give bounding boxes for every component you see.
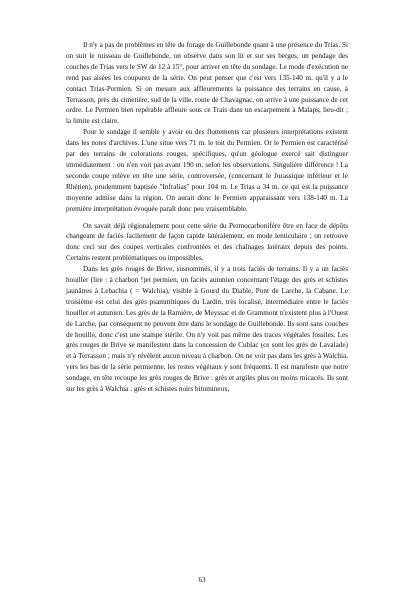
body-text xyxy=(66,40,348,395)
page-number: 63 xyxy=(198,576,206,584)
paragraph-2: Pour le sondage il semble y avoir eu des flottements car plusieurs interprétations existent dans les notes d'archives. L'une situe vers 71 m. le toit du Permien. Or le Permien est caractérisé par des terrains de colorations rouges, spécifiques, qu'un géologue exercé sait distinguer immédiatement : on n'en voit pas avant 190 m. selon les observations. Singulière différence ! La seconde coupe relève en tête une série, controversée, (concernant le Jurassique inférieur et le Rhétien), prudemment baptisée "Infralias" pour 104 m. Le Trias a 34 m. ce qui est la puissance moyenne admise dans la région. On aurait donc le Permien apparaissant vers 138-140 m. La première interprétation évoquée paraît donc peu vraisemblable. xyxy=(66,128,348,213)
paragraph-1: Il n'y a pas de problèmes en tête du forage de Guillebonde quant à une présence du Trias. Si on suit le ruisseau de Guillebonde, on observe dans son lit et sur ses berges, un pendage des couches de Trias vers le SW de 12 à 15°, pour arriver en tête du sondage. Le mode d'exécution ne rend pas aisées les coupures de la série. On peut penser que c'est vers 135-140 m. qu'il y a le contact Trias-Permien. Si on mesure aux affleurements la puissance des terrains en cause, à Terrasson, près du cimetière, sud de la ville, route de Chavagnac, on arrive à une puissance de cet ordre. Le Permien bien repérable affleure sous ce Trais dans un escarpement à Malaps, lieu-dit ; la limite est claire. xyxy=(66,41,348,126)
paragraph-4: Dans les grès rouges de Brive, susnommés, il y a trois faciès de terrains. Il y a un faciès houiller (lire : à charbon !)et permien, un faciès autunien concernant l'étage des grès et schistes jaunâtres à Lebachia ( = Walchia), visible à Gourd du Diable, Pont de Larche, la Cabane. Le troisième est celui des grès psammitiques du Lardin, très localisé, intermédiaire entre le faciès houiller et autunien. Les grès de la Ramière, de Meyssac et de Grammont n'existent plus à l'Ouest de Larche, par conséquent ne peuvent être dans le sondage de Guillebonde. Ils sont sans couches de houille, donc c'est une stampe stérile. On n'y voit pas même des traces végétales fossiles. Les grès rouges de Brive se manifestent dans la concession de Cublac (ce sont les grès de Lavalade) et à Terrasson ; mais n'y révèlent aucun niveau à charbon. On ne voit pas dans les grès à Walchia, vers les bas de la série permienne. les restes végétaux y sont fréquents. Il est manifeste que notre sondage, en tête recoupe les grès rouges de Brive : grès et argiles plus ou moins micacés. Ils sont sur les grès à Walchia : grès et schistes noirs bitumineux, xyxy=(66,265,348,394)
paragraph-3: On savait déjà régionalement pour cette série du Permocarbonifère être en face de dépôts changeant de faciès facilement de façon rapide latéralement, en mode lenticulaire ; on retrouve donc ceci sur des coupes verticales confrontées et des chaînages latéraux depuis des points. Certains restent problématiques ou impossibles. xyxy=(66,221,348,263)
